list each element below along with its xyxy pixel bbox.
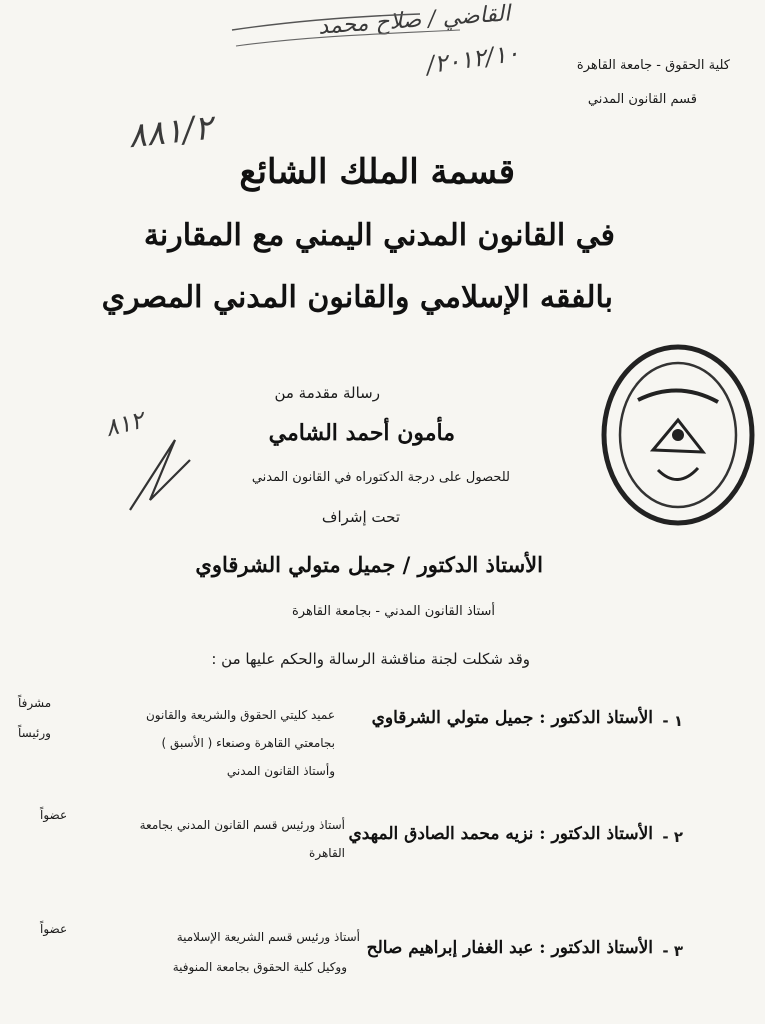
author-name: مأمون أحمد الشامي bbox=[268, 420, 455, 446]
committee-member-2-number: ٢ - bbox=[662, 828, 683, 846]
committee-member-3-number: ٣ - bbox=[662, 942, 683, 960]
department-header: قسم القانون المدني bbox=[587, 92, 697, 107]
committee-member-2-desc-1: أستاذ ورئيس قسم القانون المدني بجامعة bbox=[139, 818, 345, 832]
submitted-by-label: رسالة مقدمة من bbox=[274, 384, 380, 402]
committee-member-2-desc-2: القاهرة bbox=[309, 846, 345, 860]
committee-member-1-desc-3: وأستاذ القانون المدني bbox=[226, 764, 335, 778]
committee-member-3-desc-1: أستاذ ورئيس قسم الشريعة الإسلامية bbox=[176, 930, 360, 944]
committee-member-1-number: ١ - bbox=[662, 712, 683, 730]
handwritten-date: ٢٠١٢/١٠/ bbox=[424, 38, 522, 80]
committee-member-2-role: عضواً bbox=[40, 808, 68, 822]
committee-member-1-role-2: ورئيساً bbox=[18, 726, 51, 740]
committee-member-1-role-1: مشرفاً bbox=[18, 696, 52, 710]
title-line-2: في القانون المدني اليمني مع المقارنة bbox=[143, 218, 615, 253]
title-line-1: قسمة الملك الشائع bbox=[239, 152, 515, 192]
committee-member-1-name: الأستاذ الدكتور : جميل متولي الشرقاوي bbox=[371, 708, 653, 728]
handwritten-left-note: ٨١٢ bbox=[102, 405, 147, 443]
handwritten-note: القاضي / صلاح محمد bbox=[317, 1, 511, 40]
official-seal-stamp bbox=[598, 340, 758, 530]
committee-member-2-name: الأستاذ الدكتور : نزيه محمد الصادق المهدي bbox=[348, 824, 653, 844]
committee-member-1-desc-2: بجامعتي القاهرة وصنعاء ( الأسبق ) bbox=[161, 736, 335, 750]
supervisor-title: أستاذ القانون المدني - بجامعة القاهرة bbox=[291, 604, 495, 619]
committee-member-1-desc-1: عميد كليتي الحقوق والشريعة والقانون bbox=[145, 708, 335, 722]
committee-member-3-name: الأستاذ الدكتور : عبد الغفار إبراهيم صالح bbox=[366, 938, 653, 958]
degree-text: للحصول على درجة الدكتوراه في القانون المدني bbox=[251, 470, 510, 485]
committee-member-3-role: عضواً bbox=[40, 922, 68, 936]
committee-intro: وقد شكلت لجنة مناقشة الرسالة والحكم عليها من : bbox=[211, 650, 530, 668]
handwritten-margin-number: ٨٨١/٢ bbox=[126, 107, 215, 157]
supervisor-name: الأستاذ الدكتور / جميل متولي الشرقاوي bbox=[195, 552, 543, 577]
title-line-3: بالفقه الإسلامي والقانون المدني المصري bbox=[101, 280, 613, 315]
supervision-label: تحت إشراف bbox=[321, 508, 400, 526]
committee-member-3-desc-2: ووكيل كلية الحقوق بجامعة المنوفية bbox=[172, 960, 347, 974]
faculty-header: كلية الحقوق - جامعة القاهرة bbox=[576, 58, 730, 73]
